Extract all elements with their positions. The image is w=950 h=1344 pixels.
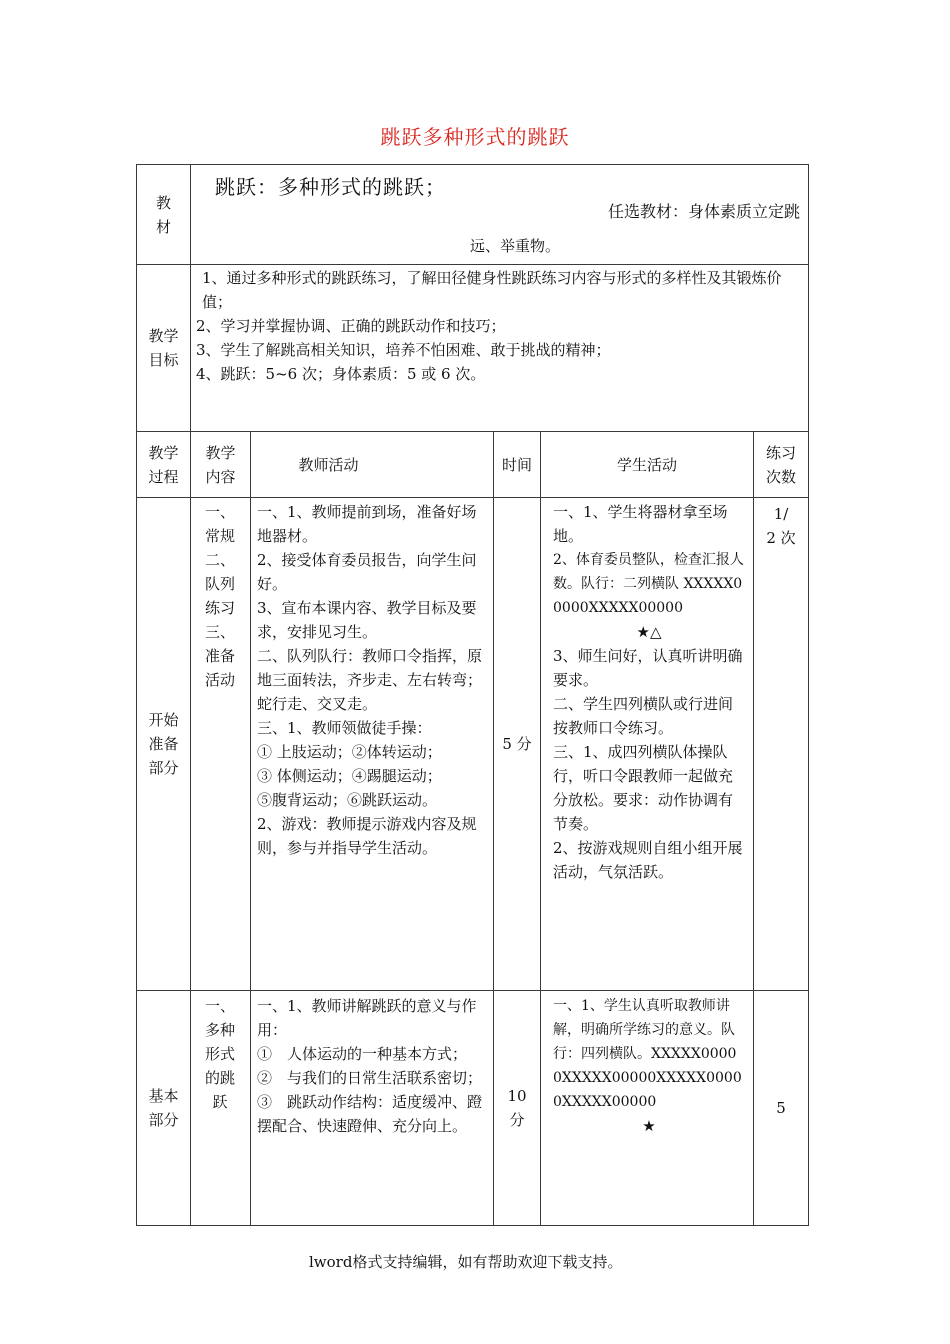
goals-list xyxy=(196,266,796,386)
header-time: 时间 xyxy=(501,455,532,474)
materials-label: 教 材 xyxy=(155,193,171,236)
document-title: 跳跃多种形式的跳跃 xyxy=(380,125,570,149)
student-warmup-line-7: 2、按游戏规则自组小组开展活动，气氛活跃。 xyxy=(553,839,743,881)
student-activity-warmup xyxy=(553,500,745,884)
teacher-warmup-line-6: ① 上肢运动；②体转运动； xyxy=(257,743,442,761)
teacher-basic-line-1: 一、1、教师讲解跳跃的意义与作用： xyxy=(257,997,477,1039)
teacher-warmup-line-8: ⑤腹背运动；⑥跳跃运动。 xyxy=(257,791,438,809)
header-student: 学生活动 xyxy=(616,455,677,474)
student-warmup-line-3: ★△ xyxy=(636,623,662,641)
goal-item-4: 4、跳跃：5~6 次；身体素质：5 或 6 次。 xyxy=(196,365,486,383)
student-basic-line-1: 一、1、学生认真听取教师讲解，明确所学练习的意义。队行：四列横队。XXXXX00000XXXXX00000XXXXX00000XXXXX00000 xyxy=(553,998,742,1110)
header-process: 教学 过程 xyxy=(148,443,179,486)
teacher-warmup-line-4: 二、队列队行：教师口令指挥，原地三面转法，齐步走、左右转弯；蛇行走、交叉走。 xyxy=(257,647,483,713)
goals-label: 教学 目标 xyxy=(148,327,179,369)
goal-item-2: 2、学习并掌握协调、正确的跳跃动作和技巧； xyxy=(196,317,506,335)
teacher-warmup-line-2: 2、接受体育委员报告，向学生问好。 xyxy=(257,551,477,593)
reps-warmup: 1/ 2 次 xyxy=(766,505,796,547)
teacher-activity-warmup xyxy=(257,500,483,860)
content-warmup: 一、 常规 二、 队列 练习 三、 准备 活动 xyxy=(204,503,235,689)
time-basic: 10 分 xyxy=(507,1087,527,1129)
student-basic-line-2: ★ xyxy=(642,1117,656,1135)
student-warmup-line-6: 三、1、成四列横队体操队行，听口令跟教师一起做充分放松。要求：动作协调有节奏。 xyxy=(553,743,734,833)
teacher-warmup-line-5: 三、1、教师领做徒手操： xyxy=(257,719,432,737)
header-reps: 练习 次数 xyxy=(765,443,796,486)
content-basic: 一、 多种 形式 的跳 跃 xyxy=(204,997,235,1111)
header-content: 教学 内容 xyxy=(205,443,236,486)
goal-item-1: 1、通过多种形式的跳跃练习，了解田径健身性跳跃练习内容与形式的多样性及其锻炼价值； xyxy=(202,269,782,311)
materials-main: 跳跃：多种形式的跳跃； xyxy=(215,175,446,199)
goal-item-3: 3、学生了解跳高相关知识，培养不怕困难、敢于挑战的精神； xyxy=(196,341,611,359)
section-warmup: 开始 准备 部分 xyxy=(148,711,179,777)
teacher-activity-basic xyxy=(257,994,483,1138)
materials-optional-line2: 远、举重物。 xyxy=(469,237,560,255)
header-teacher: 教师活动 xyxy=(298,455,359,474)
teacher-warmup-line-7: ③ 体侧运动；④踢腿运动； xyxy=(257,767,442,785)
teacher-warmup-line-1: 一、1、教师提前到场，准备好场地器材。 xyxy=(257,503,477,545)
teacher-basic-line-2: ① 人体运动的一种基本方式； xyxy=(257,1045,468,1063)
teacher-warmup-line-3: 3、宣布本课内容、教学目标及要求，安排见习生。 xyxy=(257,599,477,641)
teacher-warmup-line-9: 2、游戏：教师提示游戏内容及规则，参与并指导学生活动。 xyxy=(257,815,477,857)
time-warmup: 5 分 xyxy=(502,735,532,753)
student-warmup-line-1: 一、1、学生将器材拿至场地。 xyxy=(553,503,728,545)
reps-basic: 5 xyxy=(776,1099,786,1117)
section-basic: 基本 部分 xyxy=(148,1087,179,1129)
teacher-basic-line-3: ② 与我们的日常生活联系密切； xyxy=(257,1069,483,1087)
student-warmup-line-2: 2、体育委员整队，检查汇报人数。队行：二列横队 XXXXX00000XXXXX00000 xyxy=(553,552,744,616)
materials-optional-line1: 任选教材：身体素质立定跳 xyxy=(607,202,800,221)
student-activity-basic xyxy=(553,994,745,1138)
student-warmup-line-5: 二、学生四列横队或行进间按教师口令练习。 xyxy=(553,695,734,737)
footer-note: lword格式支持编辑，如有帮助欢迎下载支持。 xyxy=(309,1253,623,1271)
teacher-basic-line-4: ③ 跳跃动作结构：适度缓冲、蹬摆配合、快速蹬伸、充分向上。 xyxy=(257,1093,483,1135)
student-warmup-line-4: 3、师生问好，认真听讲明确要求。 xyxy=(553,647,743,689)
